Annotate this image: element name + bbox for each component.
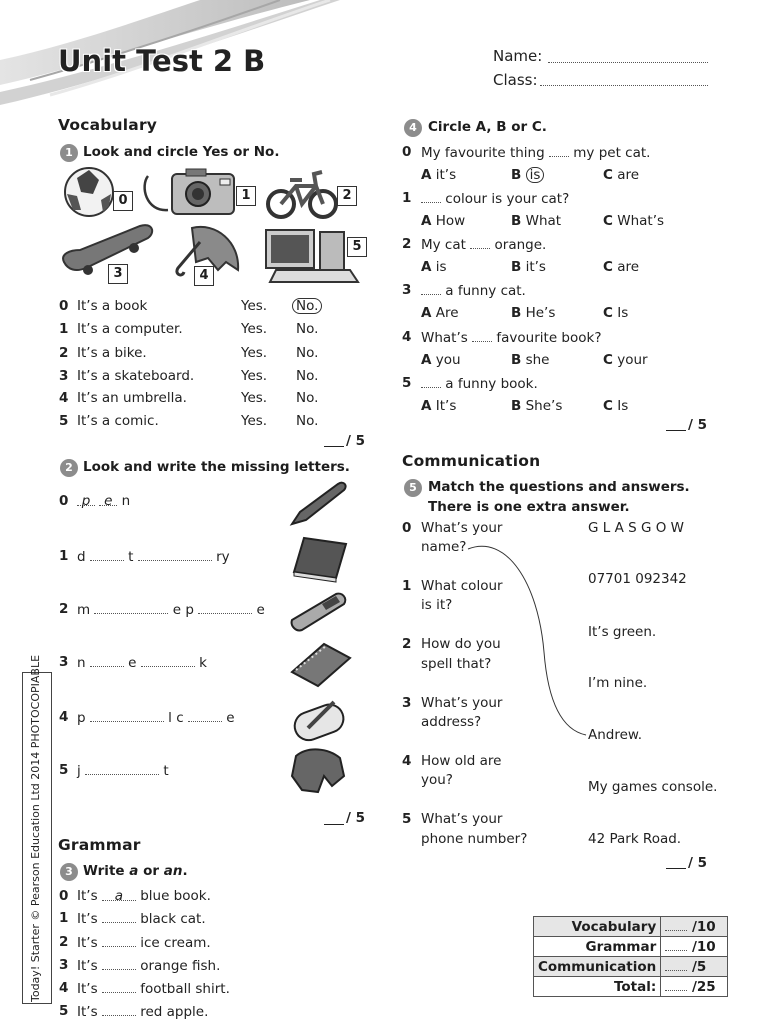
ex2-blank-4a[interactable] [90, 709, 164, 722]
picture-label-1: 1 [236, 186, 256, 206]
ex2-letter-1a: d [77, 549, 86, 565]
jacket-icon [288, 746, 348, 798]
exercise-4-instruction: Circle A, B or C. [428, 119, 547, 135]
exercise-number-2: 2 [60, 459, 78, 477]
ex2-score: / 5 [346, 810, 366, 826]
ex1-no-5[interactable]: No. [296, 413, 319, 429]
grammar-heading: Grammar [58, 836, 141, 854]
ex1-no-0-circled[interactable]: No. [292, 298, 322, 314]
ex1-yes-1[interactable]: Yes. [241, 321, 268, 337]
ex4-option-4a[interactable]: A you [421, 352, 461, 368]
ex5-q-number-1: 1 [402, 578, 412, 594]
ex2-item-0 [77, 493, 130, 509]
ex3-answer-2[interactable] [102, 934, 136, 947]
ex4-option-0a[interactable]: A it’s [421, 167, 457, 183]
ex2-letter-4c: e [226, 710, 235, 726]
ex2-answer-0a[interactable]: p [77, 493, 95, 506]
ex2-item-2 [77, 601, 265, 618]
ex3-item-3: It’s orange fish. [77, 958, 221, 974]
ex2-letter-2a: m [77, 602, 91, 618]
exercise-5-instruction-1: Match the questions and answers. [428, 479, 690, 495]
ex2-blank-4b[interactable] [188, 709, 222, 722]
ex1-item-text-5: It’s a comic. [77, 413, 159, 429]
ex4-option-5a[interactable]: A It’s [421, 398, 457, 414]
ex2-letter-4a: p [77, 710, 86, 726]
ex1-yes-5[interactable]: Yes. [241, 413, 268, 429]
ex4-option-2a[interactable]: A is [421, 259, 447, 275]
ex1-yes-4[interactable]: Yes. [241, 390, 268, 406]
ex4-option-3c[interactable]: C Is [603, 305, 629, 321]
ex5-answer-5[interactable]: My games console. [588, 779, 718, 795]
ex5-answer-1[interactable]: 07701 092342 [588, 571, 687, 587]
ex5-question-1-line2: is it? [421, 597, 453, 613]
ex2-item-number-2: 2 [59, 601, 69, 617]
ex3-item-number-4: 4 [59, 980, 69, 996]
ex3-item-number-2: 2 [59, 934, 69, 950]
camera-icon [142, 166, 238, 218]
ex2-blank-5a[interactable] [85, 762, 159, 775]
ex2-item-3 [77, 654, 207, 671]
ex4-question-0: My favourite thing my pet cat. [421, 145, 651, 161]
bike-icon [266, 166, 338, 220]
ex3-item-number-5: 5 [59, 1003, 69, 1019]
ex5-question-3-line2: address? [421, 714, 482, 730]
ex5-answer-4[interactable]: Andrew. [588, 727, 643, 743]
communication-heading: Communication [402, 452, 541, 470]
ex1-item-text-0: It’s a book [77, 298, 148, 314]
copyright-sidebar [22, 654, 52, 1004]
ex4-question-5: a funny book. [421, 375, 538, 392]
ex2-letter-3a: n [77, 655, 86, 671]
ex5-question-3-line1: What’s your [421, 695, 503, 711]
ex2-blank-2b[interactable] [198, 601, 252, 614]
ex1-item-number-4: 4 [59, 390, 69, 406]
ex3-answer-5[interactable] [102, 1003, 136, 1016]
ex5-q-number-3: 3 [402, 695, 412, 711]
picture-label-2: 2 [337, 186, 357, 206]
ex3-answer-3[interactable] [102, 957, 136, 970]
ex2-letter-3c: k [199, 655, 207, 671]
ex5-question-0-line1: What’s your [421, 520, 503, 536]
pen-icon [288, 480, 348, 528]
picture-label-4: 4 [194, 266, 214, 286]
ex4-option-5c[interactable]: C Is [603, 398, 629, 414]
ex5-q-number-0: 0 [402, 520, 412, 536]
ex1-no-1[interactable]: No. [296, 321, 319, 337]
ex5-answer-6[interactable]: 42 Park Road. [588, 831, 682, 847]
ex4-option-1c[interactable]: C What’s [603, 213, 665, 229]
ex5-q-number-4: 4 [402, 753, 412, 769]
ex5-score-field[interactable] [666, 868, 686, 869]
ex2-answer-0b[interactable]: e [99, 493, 117, 506]
ex2-blank-2a[interactable] [94, 601, 168, 614]
ex2-item-number-0: 0 [59, 493, 69, 509]
ex1-score: / 5 [346, 433, 366, 449]
ex4-item-number-5: 5 [402, 375, 412, 391]
ex2-score-field[interactable] [324, 824, 344, 825]
ex4-option-0c[interactable]: C are [603, 167, 640, 183]
ex1-item-number-5: 5 [59, 413, 69, 429]
skateboard-icon [60, 220, 154, 278]
ex5-question-1-line1: What colour [421, 578, 503, 594]
ex4-option-4c[interactable]: C your [603, 352, 648, 368]
ex5-q-number-5: 5 [402, 811, 412, 827]
ex3-item-2: It’s ice cream. [77, 935, 211, 951]
ex4-question-4: What’s favourite book? [421, 330, 602, 346]
ex2-letter-4b: l c [168, 710, 184, 726]
exercise-3-instruction: Write a or an. [83, 863, 188, 879]
ex2-blank-3b[interactable] [141, 654, 195, 667]
ex1-yes-3[interactable]: Yes. [241, 368, 268, 384]
ex1-score-field[interactable] [324, 446, 344, 447]
ex2-letter-3b: e [128, 655, 137, 671]
ex5-q-number-2: 2 [402, 636, 412, 652]
example-match-line [466, 542, 590, 742]
ex2-blank-1a[interactable] [90, 548, 124, 561]
ex2-letter-5b: t [163, 763, 169, 779]
total-value-vocabulary[interactable]: /10 [661, 917, 728, 937]
ex3-answer-1[interactable] [102, 910, 136, 923]
name-label: Name: [493, 47, 543, 65]
notebook-icon [288, 640, 352, 688]
total-value-grammar[interactable]: /10 [661, 937, 728, 957]
ex3-answer-4[interactable] [102, 980, 136, 993]
picture-label-3: 3 [108, 264, 128, 284]
total-label-total: Total: [534, 977, 661, 997]
picture-label-5: 5 [347, 237, 367, 257]
exercise-1-instruction: Look and circle Yes or No. [83, 144, 280, 160]
exercise-5-instruction-2: There is one extra answer. [428, 499, 630, 515]
score-summary-table [533, 916, 728, 997]
ex1-item-number-2: 2 [59, 345, 69, 361]
ex2-letter-1b: t [128, 549, 134, 565]
ex4-option-2b[interactable]: B it’s [511, 259, 546, 275]
ex1-item-text-4: It’s an umbrella. [77, 390, 187, 406]
ex2-blank-3a[interactable] [90, 654, 124, 667]
pencil-case-icon [290, 692, 350, 744]
ex4-option-3b[interactable]: B He’s [511, 305, 556, 321]
exercise-number-3: 3 [60, 863, 78, 881]
ex1-item-number-1: 1 [59, 321, 69, 337]
ex1-no-3[interactable]: No. [296, 368, 319, 384]
picture-label-0: 0 [113, 191, 133, 211]
total-label-communication: Communication [534, 957, 661, 977]
ex1-no-2[interactable]: No. [296, 345, 319, 361]
page-title: Unit Test 2 B [58, 44, 266, 78]
ex5-question-2-line1: How do you [421, 636, 501, 652]
class-field[interactable] [540, 85, 708, 86]
ex2-item-1 [77, 548, 230, 565]
ex4-item-number-1: 1 [402, 190, 412, 206]
ex3-item-number-3: 3 [59, 957, 69, 973]
ex2-letter-2c: e [256, 602, 265, 618]
ex1-item-text-3: It’s a skateboard. [77, 368, 195, 384]
ex4-item-number-2: 2 [402, 236, 412, 252]
ex2-item-number-4: 4 [59, 709, 69, 725]
ex1-item-text-1: It’s a computer. [77, 321, 183, 337]
ex2-item-number-3: 3 [59, 654, 69, 670]
ex5-answer-0[interactable]: G L A S G O W [588, 520, 684, 536]
ex4-option-1a[interactable]: A How [421, 213, 466, 229]
ex4-option-5b[interactable]: B She’s [511, 398, 563, 414]
ex5-question-5-line1: What’s your [421, 811, 503, 827]
ex1-item-text-2: It’s a bike. [77, 345, 147, 361]
ex4-question-3: a funny cat. [421, 282, 526, 299]
ex2-item-number-1: 1 [59, 548, 69, 564]
ex2-blank-1b[interactable] [138, 548, 212, 561]
ex5-score: / 5 [688, 855, 708, 871]
ex5-question-5-line2: phone number? [421, 831, 528, 847]
ex4-question-2: My cat orange. [421, 237, 547, 253]
exercise-number-1: 1 [60, 144, 78, 162]
ex5-question-4-line1: How old are [421, 753, 502, 769]
ex2-item-number-5: 5 [59, 762, 69, 778]
ex3-item-1: It’s black cat. [77, 911, 206, 927]
ex4-item-number-0: 0 [402, 144, 412, 160]
exercise-number-4: 4 [404, 119, 422, 137]
name-field[interactable] [548, 62, 708, 63]
football-icon [63, 166, 115, 218]
class-label: Class: [493, 71, 538, 89]
ex4-question-1: colour is your cat? [421, 190, 569, 207]
ex1-item-number-3: 3 [59, 368, 69, 384]
ex3-item-4: It’s football shirt. [77, 981, 230, 997]
dictionary-icon [290, 532, 350, 584]
ex2-item-4 [77, 709, 235, 726]
copyright-text: Today! Starter © Pearson Education Ltd 2014 PHOTOCOPIABLE [29, 654, 42, 1002]
ex1-yes-2[interactable]: Yes. [241, 345, 268, 361]
exercise-number-5: 5 [404, 479, 422, 497]
ex2-letter-2b: e p [172, 602, 194, 618]
ex3-answer-0[interactable]: a [102, 888, 136, 901]
ex2-letter-1c: ry [216, 549, 230, 565]
ex3-item-5: It’s red apple. [77, 1004, 209, 1020]
ex1-no-4[interactable]: No. [296, 390, 319, 406]
ex4-score: / 5 [688, 417, 708, 433]
ex3-item-number-0: 0 [59, 888, 69, 904]
total-label-grammar: Grammar [534, 937, 661, 957]
ex1-item-number-0: 0 [59, 298, 69, 314]
ex3-item-number-1: 1 [59, 910, 69, 926]
total-label-vocabulary: Vocabulary [534, 917, 661, 937]
ex1-yes-0[interactable]: Yes. [241, 298, 268, 314]
ex2-letter-0c: n [121, 493, 131, 509]
ex4-option-1b[interactable]: B What [511, 213, 562, 229]
ex2-item-5 [77, 762, 169, 779]
ex4-score-field[interactable] [666, 430, 686, 431]
ex5-answer-2[interactable]: It’s green. [588, 624, 657, 640]
ex4-option-3a[interactable]: A Are [421, 305, 459, 321]
ex3-item-0: It’s a blue book. [77, 888, 211, 904]
total-value-total[interactable]: /25 [661, 977, 728, 997]
ex5-question-4-line2: you? [421, 772, 453, 788]
ex5-question-0-line2: name? [421, 539, 467, 555]
ex5-answer-3[interactable]: I’m nine. [588, 675, 648, 691]
total-value-communication[interactable]: /5 [661, 957, 728, 977]
ex4-option-4b[interactable]: B she [511, 352, 550, 368]
mobile-phone-icon [288, 590, 352, 632]
exercise-2-instruction: Look and write the missing letters. [83, 459, 350, 475]
ex4-option-0b-circled[interactable]: B is [511, 167, 544, 183]
ex5-question-2-line2: spell that? [421, 656, 492, 672]
ex4-option-2c[interactable]: C are [603, 259, 640, 275]
ex4-item-number-3: 3 [402, 282, 412, 298]
vocabulary-heading: Vocabulary [58, 116, 158, 134]
ex4-item-number-4: 4 [402, 329, 412, 345]
ex2-letter-5a: j [77, 763, 81, 779]
